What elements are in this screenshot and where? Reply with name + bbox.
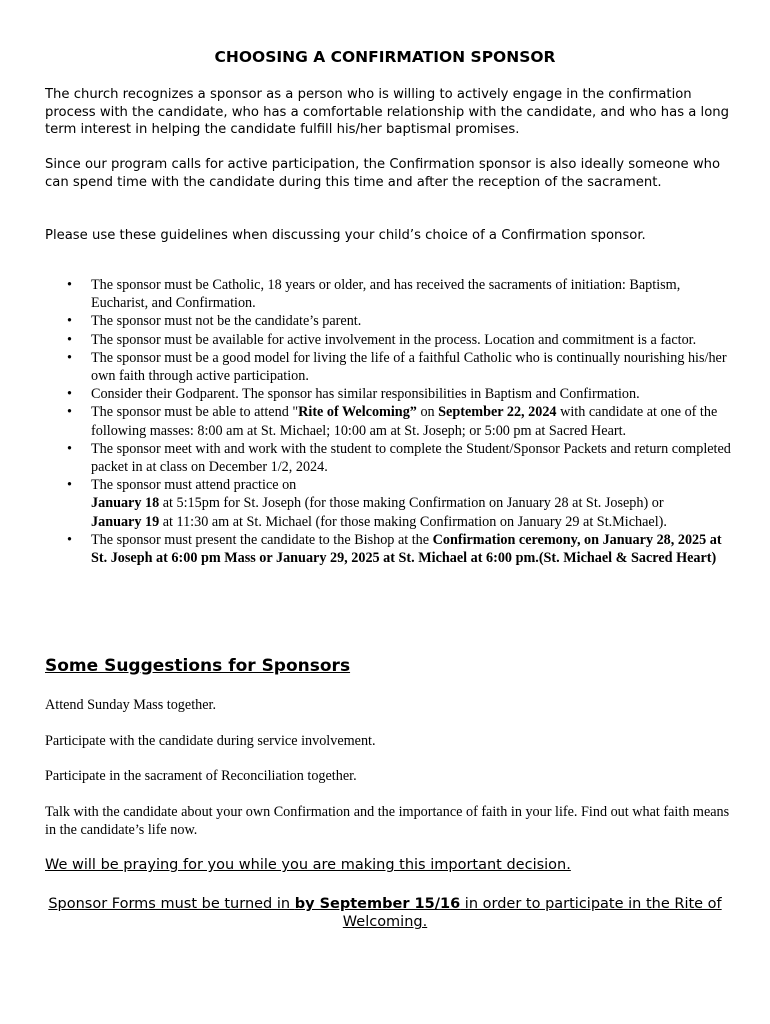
guideline-text: The sponsor must be available for active involvement in the process. Location and commitment is a factor. [91,331,697,348]
guideline-item [45,276,735,312]
intro-paragraph-3: Please use these guidelines when discussing your child’s choice of a Confirmation sponsor. [45,228,646,243]
guideline-text: on [416,404,439,421]
page-title: CHOOSING A CONFIRMATION SPONSOR [214,48,556,66]
bullet-icon: • [67,313,72,330]
guideline-text: The sponsor must not be the candidate’s parent. [91,313,362,330]
guideline-event-date: September 22, 2024 [438,404,557,421]
bullet-icon: • [67,440,72,457]
guideline-text: at 11:30 am at St. Michael (for those making Confirmation on January 29 at St.Michael). [159,513,667,530]
practice-date-1: January 18 [91,495,160,512]
suggestion-item: Participate in the sacrament of Reconciliation together. [45,768,357,784]
bullet-icon: • [67,349,72,366]
suggestion-item: Attend Sunday Mass together. [45,697,217,713]
deadline-notice [40,895,730,931]
intro-paragraph-2: Since our program calls for active participation, the Confirmation sponsor is also ideally someone who can spend time with the candidate during this time and after the reception of the sacrament. [45,157,721,190]
deadline-text: in order to participate in the Rite of Welcoming. [342,896,722,930]
guideline-text: The sponsor must be able to attend " [91,404,299,421]
guideline-item [45,349,735,385]
guideline-text: The sponsor meet with and work with the student to complete the Student/Sponsor Packets and return completed packet in at class on December 1/2, 2024. [91,440,731,476]
guidelines-list [45,276,735,567]
guideline-event-name: Rite of Welcoming” [298,404,417,421]
guideline-item [45,476,735,531]
guideline-item [45,403,735,439]
guideline-text: with candidate at one of the following masses: 8:00 am at St. Michael; 10:00 am at St. Joseph; or 5:00 pm at Sacred Heart. [91,404,718,439]
bullet-icon: • [67,386,72,403]
suggestions-heading: Some Suggestions for Sponsors [45,656,351,676]
guideline-item [45,385,735,403]
guideline-text: at 5:15pm for St. Joseph (for those making Confirmation on January 28 at St. Joseph) or [159,495,664,512]
ceremony-details: Confirmation ceremony, on January 28, 2025 at St. Joseph at 6:00 pm Mass or January 29, 2025 at St. Michael at 6:00 pm.(St. Michael & Sacred Heart) [91,531,722,567]
guideline-item [45,312,735,330]
bullet-icon: • [67,404,72,421]
intro-paragraph-1: The church recognizes a sponsor as a person who is willing to actively engage in the confirmation process with the candidate, who has a comfortable relationship with the candidate, and who has a long term interest in helping the candidate fulfill his/her baptismal promises. [45,87,729,137]
closing-statement: We will be praying for you while you are making this important decision. [45,857,571,873]
bullet-icon: • [67,277,72,293]
bullet-icon: • [67,477,72,494]
deadline-text: Sponsor Forms must be turned in [48,896,295,912]
guideline-item [45,440,735,476]
guideline-text: Consider their Godparent. The sponsor has similar responsibilities in Baptism and Confirmation. [91,386,640,403]
guideline-text: The sponsor must be Catholic, 18 years or older, and has received the sacraments of initiation: Baptism, Eucharist, and Confirmation. [91,277,681,312]
guideline-text: The sponsor must be a good model for living the life of a faithful Catholic who is continually nourishing his/her own faith through active participation. [91,349,727,385]
guideline-item [45,331,735,349]
suggestion-item: Participate with the candidate during service involvement. [45,733,376,749]
deadline-date: by September 15/16 [294,896,461,912]
bullet-icon: • [67,531,72,548]
bullet-icon: • [67,331,72,348]
practice-date-2: January 19 [91,513,160,530]
guideline-text: The sponsor must attend practice on [91,477,297,494]
guideline-item [45,531,735,567]
suggestion-item: Talk with the candidate about your own Confirmation and the importance of faith in your life. Find out what faith means in the candidate’s life now. [45,804,730,839]
guideline-text: The sponsor must present the candidate to the Bishop at the [91,531,433,548]
